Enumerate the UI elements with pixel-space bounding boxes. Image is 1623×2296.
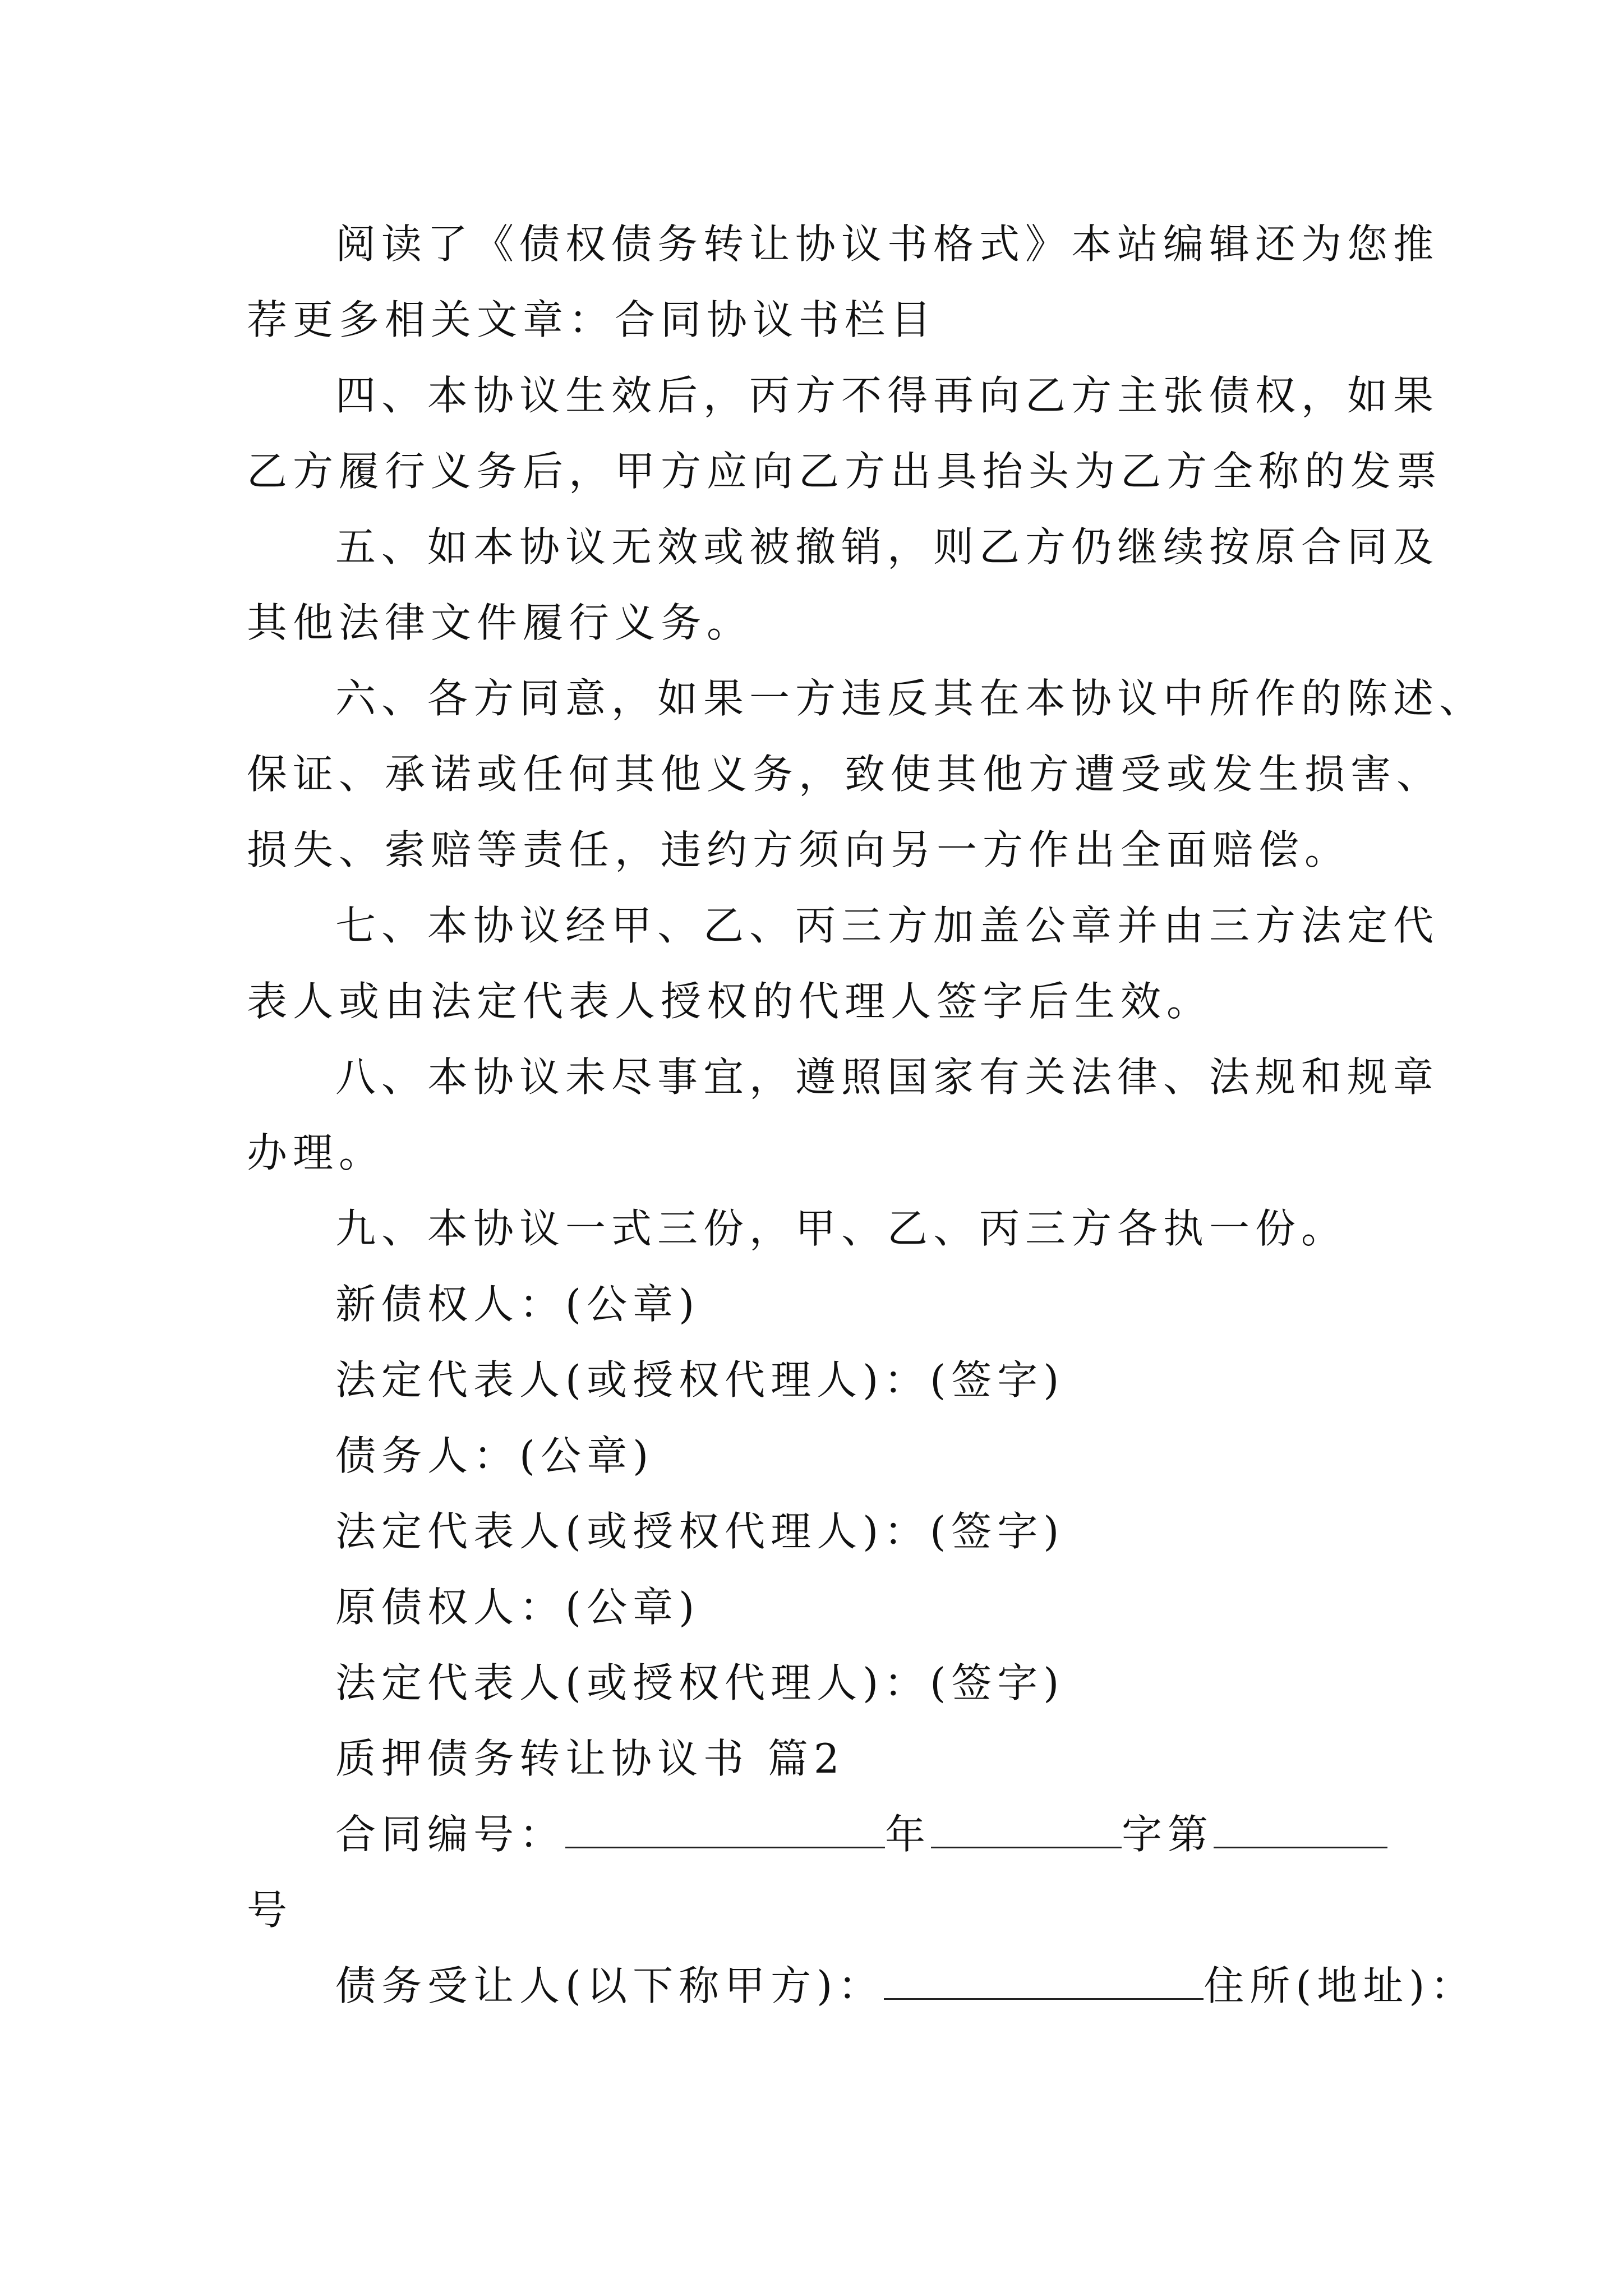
paragraph-line: 六、各方同意，如果一方违反其在本协议中所作的陈述、 <box>335 675 1486 722</box>
paragraph-line: 保证、承诺或任何其他义务，致使其他方遭受或发生损害、 <box>247 751 1443 798</box>
paragraph-line: 七、本协议经甲、乙、丙三方加盖公章并由三方法定代 <box>335 902 1440 949</box>
paragraph-line: 损失、索赔等责任，违约方须向另一方作出全面赔偿。 <box>247 826 1351 873</box>
paragraph-line: 荐更多相关文章：合同协议书栏目 <box>247 296 937 343</box>
contract-number-line <box>335 1809 1387 1860</box>
paragraph-line: 办理。 <box>247 1129 385 1176</box>
year-label: 年 <box>885 1811 932 1858</box>
blank-field <box>884 1962 1204 2000</box>
signature-line: 法定代表人(或授权代理人)：(签字) <box>335 1659 1065 1706</box>
party-line <box>335 1961 1476 2011</box>
paragraph-line: 四、本协议生效后，丙方不得再向乙方主张债权，如果 <box>335 372 1440 419</box>
paragraph-line: 其他法律文件履行义务。 <box>247 599 753 646</box>
party-label: 债务受让人(以下称甲方)： <box>335 1962 884 2009</box>
paragraph-line: 阅读了《债权债务转让协议书格式》本站编辑还为您推 <box>335 220 1440 268</box>
contract-number-label: 合同编号： <box>335 1811 566 1858</box>
signature-line: 法定代表人(或授权代理人)：(签字) <box>335 1508 1065 1555</box>
paragraph-line: 五、如本协议无效或被撤销，则乙方仍继续按原合同及 <box>335 523 1440 570</box>
signature-line: 新债权人：(公章) <box>335 1281 700 1328</box>
section-heading: 质押债务转让协议书 篇2 <box>335 1735 845 1782</box>
blank-field <box>1214 1811 1387 1848</box>
blank-field <box>565 1811 885 1848</box>
address-label: 住所(地址)： <box>1204 1962 1477 2009</box>
paragraph-line: 表人或由法定代表人授权的代理人签字后生效。 <box>247 978 1213 1025</box>
blank-field <box>931 1811 1122 1848</box>
signature-line: 债务人：(公章) <box>335 1432 654 1479</box>
signature-line: 原债权人：(公章) <box>335 1584 700 1631</box>
zi-di-label: 字第 <box>1122 1811 1214 1858</box>
signature-line: 法定代表人(或授权代理人)：(签字) <box>335 1356 1065 1404</box>
contract-number-suffix: 号 <box>247 1887 293 1934</box>
paragraph-line: 九、本协议一式三份，甲、乙、丙三方各执一份。 <box>335 1205 1348 1252</box>
paragraph-line: 乙方履行义务后，甲方应向乙方出具抬头为乙方全称的发票 <box>247 448 1443 495</box>
paragraph-line: 八、本协议未尽事宜，遵照国家有关法律、法规和规章 <box>335 1053 1440 1101</box>
